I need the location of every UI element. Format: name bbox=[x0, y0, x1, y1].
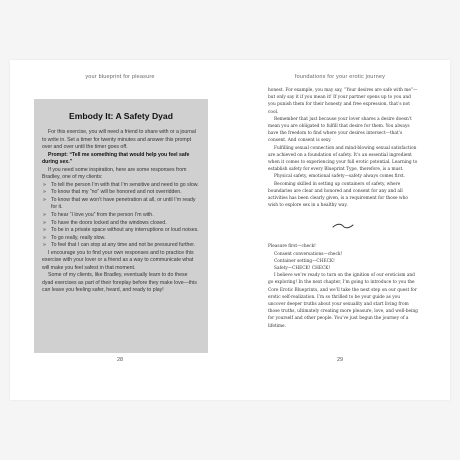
exercise-lead-in: If you need some inspiration, here are some responses from Bradley, one of my clients: bbox=[42, 166, 187, 181]
response-item: » To be in a private space without any interruptions or loud noises. bbox=[42, 227, 200, 235]
response-item: » To go really, really slow. bbox=[42, 235, 200, 243]
response-item: » To feel that I can stop at any time and not be pressured further. bbox=[42, 242, 200, 250]
exercise-title: Embody It: A Safety Dyad bbox=[69, 111, 173, 121]
paragraph: Physical safety, emotional safety—safety always comes first. bbox=[274, 174, 405, 180]
response-item: » To hear “I love you” from the person I’m with. bbox=[42, 212, 200, 220]
response-list bbox=[42, 182, 200, 250]
paragraph: I believe we’re ready to turn on the ignition of our eroticism and go exploring! In the next chapter, I’m going to introduce to you the Core Erotic Blueprints, and we’ll take the next step on our quest for erotic self-realization. I’m so thrilled to be your guide as you uncover deeper truths about your sexuality and start living from those truths, ultimately creating more pleasure, love, and well-being for yourself and other people. You’ve just begun the journey of a lifetime. bbox=[268, 273, 418, 329]
swash-ornament-icon bbox=[332, 223, 354, 229]
left-page bbox=[10, 60, 230, 400]
exercise-closing-1: I encourage you to find your own responses and to practice this exercise with your lover or a friend as a way to communicate what will make you feel safest in that moment. bbox=[42, 249, 194, 271]
paragraph: Becoming skilled in setting up containers of safety, where boundaries are clear and honored and consent for any and all activities has been clearly given, is a requirement for those who wish to explore sex in a healthy way. bbox=[268, 181, 408, 209]
checklist-item: Safety—CHECK! CHECK! bbox=[274, 266, 331, 272]
running-head-right: foundations for your erotic journey bbox=[294, 74, 386, 80]
paragraph: Remember that just because your lover shares a desire doesn’t mean you are obligated to fulfill that desire for them. You always have the freedom to find where your desires intersect—that’s consent. And consent is sexy. bbox=[268, 116, 412, 144]
exercise-closing-2: Some of my clients, like Bradley, eventually learn to do these dyad exercises as part of their foreplay before they make love—this can leave you feeling safer, heard, and ready to play! bbox=[42, 272, 197, 294]
exercise-intro: For this exercise, you will need a friend to share with or a journal to write in. Set a timer for twenty minutes and answer this prompt over and over until the timer goes off. bbox=[42, 129, 196, 151]
response-item: » To know that we won’t have penetration at all, or until I’m ready for it. bbox=[42, 197, 200, 212]
page-number-right: 29 bbox=[336, 357, 344, 363]
response-item: » To have the doors locked and the windows closed. bbox=[42, 220, 200, 228]
paragraph: honest. For example, you may say, “Your desires are safe with me”—but only say it if you mean it! If your partner opens up to you and you punish them for their honesty and free expression, that’s not cool. bbox=[268, 88, 418, 115]
checklist-item: Consent conversations—check! bbox=[274, 251, 343, 257]
exercise-text bbox=[42, 129, 200, 295]
right-page bbox=[230, 60, 450, 400]
checklist-item: Pleasure first—check! bbox=[268, 244, 316, 250]
checklist-item: Container setting—CHECK! bbox=[274, 258, 335, 264]
response-item: » To tell the person I’m with that I’m sensitive and need to go slow. bbox=[42, 182, 200, 190]
book-spread bbox=[10, 60, 450, 400]
response-item: » To know that my “no” will be honored and not overridden. bbox=[42, 189, 200, 197]
body-text bbox=[268, 87, 418, 330]
exercise-box bbox=[34, 99, 208, 353]
exercise-prompt: Prompt: “Tell me something that would help you feel safe during sex.” bbox=[42, 151, 190, 166]
running-head-left: your blueprint for pleasure bbox=[85, 74, 155, 80]
paragraph: Fulfilling sexual connection and mind-blowing sexual satisfaction are achieved on a foundation of safety. It’s an essential ingredient when it comes to experiencing your full erotic potential. Learning to establish safety for every Blueprint Type, therefore, is a must. bbox=[268, 145, 418, 173]
page-number-left: 28 bbox=[116, 357, 124, 363]
